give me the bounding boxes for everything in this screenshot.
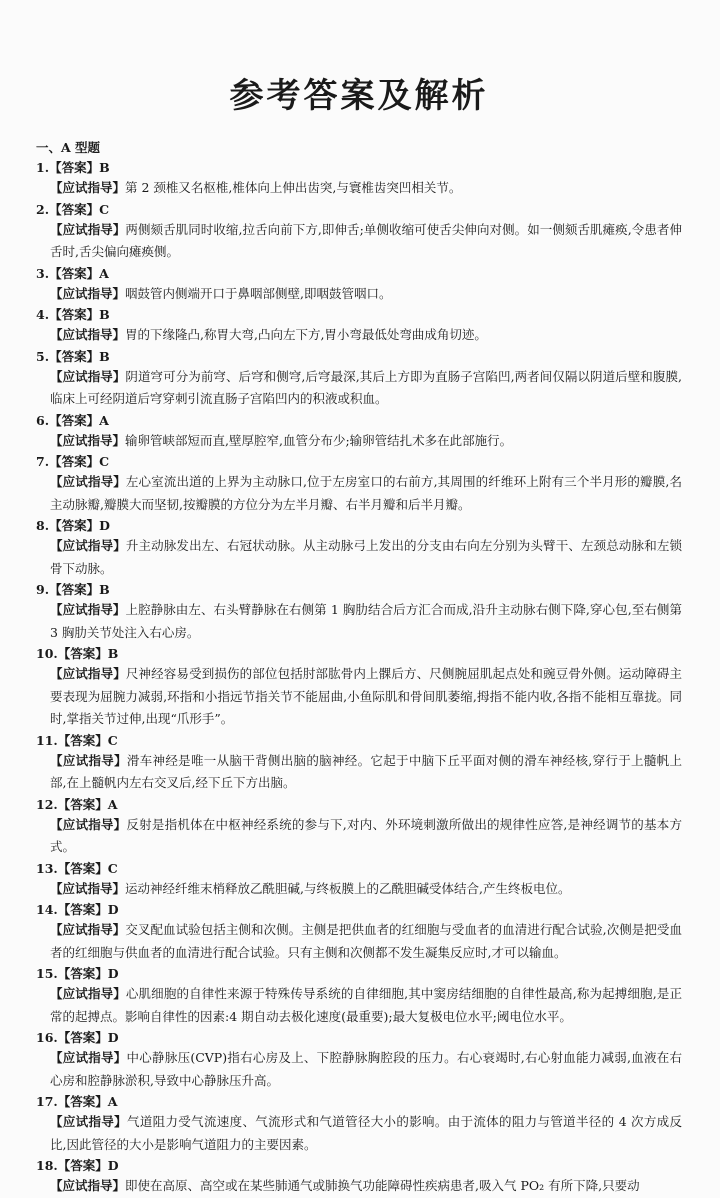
guide-paragraph <box>36 1175 682 1198</box>
question-number: 5. <box>36 348 50 364</box>
answer-label: 【答案】 <box>49 582 100 597</box>
answer-letter: A <box>107 1094 118 1109</box>
guide-label: 【应试指导】 <box>50 368 126 384</box>
guide-text: 尺神经容易受到损伤的部位包括肘部肱骨内上髁后方、尺侧腕屈肌起点处和豌豆骨外侧。运动障碍主要表现为屈腕力减弱,环指和小指远节指关节不能屈曲,小鱼际肌和骨间肌萎缩,拇指不能内收,各指不能相互靠拢。同时,掌指关节过伸,出现“爪形手”。 <box>50 666 682 726</box>
guide-paragraph <box>36 878 682 901</box>
guide-text: 输卵管峡部短而直,壁厚腔窄,血管分布少;输卵管结扎术多在此部施行。 <box>125 432 513 448</box>
answer-label: 【答案】 <box>49 307 100 322</box>
question-number: 14. <box>36 902 58 917</box>
guide-paragraph <box>36 430 682 453</box>
answer-line <box>36 795 682 814</box>
guide-paragraph <box>36 1047 682 1092</box>
answer-item <box>36 644 682 731</box>
answer-item <box>36 264 682 306</box>
question-number: 12. <box>36 796 58 812</box>
answer-label: 【答案】 <box>57 966 108 981</box>
answer-item <box>36 731 682 795</box>
guide-label: 【应试指导】 <box>50 180 126 195</box>
guide-label: 【应试指导】 <box>50 1050 127 1065</box>
answer-line <box>36 580 682 599</box>
answer-label: 【答案】 <box>57 732 108 748</box>
guide-paragraph <box>36 283 682 306</box>
question-number: 6. <box>36 412 50 428</box>
guide-text: 反射是指机体在中枢神经系统的参与下,对内、外环境刺激所做出的规律性应答,是神经调节的基本方式。 <box>50 816 682 854</box>
guide-label: 【应试指导】 <box>50 1178 126 1193</box>
guide-text: 上腔静脉由左、右头臂静脉在右侧第 1 胸肋结合后方汇合而成,沿升主动脉右侧下降,穿心包,至右侧第 3 胸肋关节处注入右心房。 <box>50 602 682 640</box>
guide-text: 交叉配血试验包括主侧和次侧。主侧是把供血者的红细胞与受血者的血清进行配合试验,次侧是把受血者的红细胞与供血者的血清进行配合试验。只有主侧和次侧都不发生凝集反应时,才可以输血。 <box>50 922 682 960</box>
guide-text: 第 2 颈椎又名枢椎,椎体向上伸出齿突,与寰椎齿突凹相关节。 <box>125 180 462 195</box>
guide-text: 气道阻力受气流速度、气流形式和气道管径大小的影响。由于流体的阻力与管道半径的 4 次方成反比,因此管径的大小是影响气道阻力的主要因素。 <box>50 1114 682 1152</box>
answer-item <box>36 347 682 411</box>
answer-line <box>36 516 682 535</box>
answer-line <box>36 859 682 878</box>
question-number: 2. <box>36 201 50 217</box>
guide-label: 【应试指导】 <box>50 666 126 681</box>
guide-paragraph <box>36 814 682 859</box>
question-number: 4. <box>36 307 50 322</box>
answer-label: 【答案】 <box>57 860 108 876</box>
question-number: 11. <box>36 732 58 748</box>
question-number: 10. <box>36 646 58 661</box>
answer-item <box>36 305 682 347</box>
answer-letter: C <box>107 732 118 748</box>
answer-line <box>36 644 682 663</box>
question-number: 3. <box>36 265 50 281</box>
guide-paragraph <box>36 750 682 795</box>
guide-text: 心肌细胞的自律性来源于特殊传导系统的自律细胞,其中窦房结细胞的自律性最高,称为起搏细胞,是正常的起搏点。影响自律性的因素:4 期自动去极化速度(最重要);最大复极电位水平;阈电位水平。 <box>50 986 682 1024</box>
guide-text: 阴道穹可分为前穹、后穹和侧穹,后穹最深,其后上方即为直肠子宫陷凹,两者间仅隔以阴道后壁和腹膜,临床上可经阴道后穹穿刺引流直肠子宫陷凹内的积液或积血。 <box>50 368 682 406</box>
answer-item <box>36 580 682 644</box>
answer-item <box>36 900 682 964</box>
answer-letter: B <box>107 646 119 661</box>
guide-label: 【应试指导】 <box>50 538 126 553</box>
answer-letter: C <box>99 454 110 469</box>
answer-letter: D <box>107 1158 119 1173</box>
guide-paragraph <box>36 535 682 580</box>
guide-text: 胃的下缘隆凸,称胃大弯,凸向左下方,胃小弯最低处弯曲成角切迹。 <box>125 327 487 342</box>
answer-letter: B <box>99 160 110 175</box>
answer-letter: C <box>99 201 110 217</box>
answer-item <box>36 1156 682 1198</box>
guide-text: 左心室流出道的上界为主动脉口,位于左房室口的右前方,其周围的纤维环上附有三个半月形的瓣膜,名主动脉瓣,瓣膜大而坚韧,按瓣膜的方位分为左半月瓣、右半月瓣和后半月瓣。 <box>50 474 682 512</box>
guide-label: 【应试指导】 <box>50 880 126 896</box>
answer-line <box>36 158 682 177</box>
guide-paragraph <box>36 471 682 516</box>
answer-letter: D <box>107 966 119 981</box>
answer-letter: D <box>107 1030 119 1045</box>
answer-item <box>36 795 682 859</box>
guide-label: 【应试指导】 <box>50 752 127 768</box>
answer-letter: B <box>99 348 110 364</box>
guide-paragraph <box>36 177 682 200</box>
section-heading: 一、A 型题 <box>36 140 101 155</box>
answer-letter: B <box>99 307 110 322</box>
guide-paragraph <box>36 366 682 411</box>
answer-letter: A <box>99 265 109 281</box>
guide-label: 【应试指导】 <box>50 221 126 237</box>
question-number: 15. <box>36 966 58 981</box>
question-number: 17. <box>36 1094 58 1109</box>
answer-line <box>36 264 682 283</box>
guide-paragraph <box>36 219 682 264</box>
question-number: 18. <box>36 1158 58 1173</box>
answer-item <box>36 452 682 516</box>
guide-text: 咽鼓管内侧端开口于鼻咽部侧壁,即咽鼓管咽口。 <box>125 285 392 301</box>
answer-line <box>36 1156 682 1175</box>
answer-letter: D <box>99 518 110 533</box>
question-number: 7. <box>36 454 50 469</box>
answer-label: 【答案】 <box>57 1158 108 1173</box>
guide-paragraph <box>36 983 682 1028</box>
answer-item <box>36 158 682 200</box>
answer-list <box>36 158 682 1198</box>
answer-letter: A <box>107 796 118 812</box>
guide-text: 滑车神经是唯一从脑干背侧出脑的脑神经。它起于中脑下丘平面对侧的滑车神经核,穿行于上髓帆上部,在上髓帆内左右交叉后,经下丘下方出脑。 <box>50 752 682 790</box>
answer-label: 【答案】 <box>49 265 100 281</box>
guide-paragraph <box>36 663 682 731</box>
guide-label: 【应试指导】 <box>50 432 126 448</box>
answer-label: 【答案】 <box>57 902 108 917</box>
answer-line <box>36 347 682 366</box>
guide-label: 【应试指导】 <box>50 986 126 1001</box>
answer-item <box>36 859 682 901</box>
guide-paragraph <box>36 919 682 964</box>
guide-label: 【应试指导】 <box>50 602 126 617</box>
answer-item <box>36 200 682 264</box>
answer-label: 【答案】 <box>57 646 108 661</box>
answer-line <box>36 731 682 750</box>
guide-paragraph <box>36 599 682 644</box>
guide-text: 即使在高原、高空或在某些肺通气或肺换气功能障碍性疾病患者,吸入气 PO₂ 有所下降,只要动 <box>125 1178 640 1193</box>
page-title: 参考答案及解析 <box>229 76 489 116</box>
question-number: 13. <box>36 860 58 876</box>
answer-line <box>36 411 682 430</box>
answer-item <box>36 1092 682 1156</box>
guide-text: 运动神经纤维末梢释放乙酰胆碱,与终板膜上的乙酰胆碱受体结合,产生终板电位。 <box>125 880 571 896</box>
answer-letter: C <box>107 860 118 876</box>
guide-label: 【应试指导】 <box>50 922 126 937</box>
answer-label: 【答案】 <box>49 348 100 364</box>
answer-item <box>36 516 682 580</box>
answer-label: 【答案】 <box>57 1094 108 1109</box>
answer-item <box>36 411 682 453</box>
answer-item <box>36 964 682 1028</box>
answer-line <box>36 1028 682 1047</box>
guide-text: 中心静脉压(CVP)指右心房及上、下腔静脉胸腔段的压力。右心衰竭时,右心射血能力减弱,血液在右心房和腔静脉淤积,导致中心静脉压升高。 <box>50 1050 682 1088</box>
answer-letter: A <box>99 412 109 428</box>
answer-label: 【答案】 <box>49 201 100 217</box>
question-number: 8. <box>36 518 50 533</box>
answer-item <box>36 1028 682 1092</box>
answer-letter: D <box>107 902 119 917</box>
question-number: 16. <box>36 1030 58 1045</box>
guide-text: 升主动脉发出左、右冠状动脉。从主动脉弓上发出的分支由右向左分别为头臂干、左颈总动脉和左锁骨下动脉。 <box>50 538 682 576</box>
answer-label: 【答案】 <box>49 454 100 469</box>
answer-label: 【答案】 <box>49 160 100 175</box>
guide-label: 【应试指导】 <box>50 327 126 342</box>
answer-label: 【答案】 <box>49 412 100 428</box>
answer-letter: B <box>99 582 110 597</box>
answer-line <box>36 964 682 983</box>
answer-line <box>36 1092 682 1111</box>
answer-line <box>36 900 682 919</box>
guide-text: 两侧颏舌肌同时收缩,拉舌向前下方,即伸舌;单侧收缩可使舌尖伸向对侧。如一侧颏舌肌瘫痪,令患者伸舌时,舌尖偏向瘫痪侧。 <box>50 221 682 259</box>
answer-label: 【答案】 <box>57 796 108 812</box>
guide-label: 【应试指导】 <box>50 816 127 832</box>
guide-label: 【应试指导】 <box>50 285 126 301</box>
question-number: 1. <box>36 160 50 175</box>
answer-label: 【答案】 <box>57 1030 108 1045</box>
answer-label: 【答案】 <box>49 518 100 533</box>
answer-line <box>36 452 682 471</box>
guide-paragraph <box>36 1111 682 1156</box>
guide-label: 【应试指导】 <box>50 474 126 489</box>
question-number: 9. <box>36 582 50 597</box>
answer-line <box>36 305 682 324</box>
guide-paragraph <box>36 324 682 347</box>
answer-line <box>36 200 682 219</box>
guide-label: 【应试指导】 <box>50 1114 127 1129</box>
